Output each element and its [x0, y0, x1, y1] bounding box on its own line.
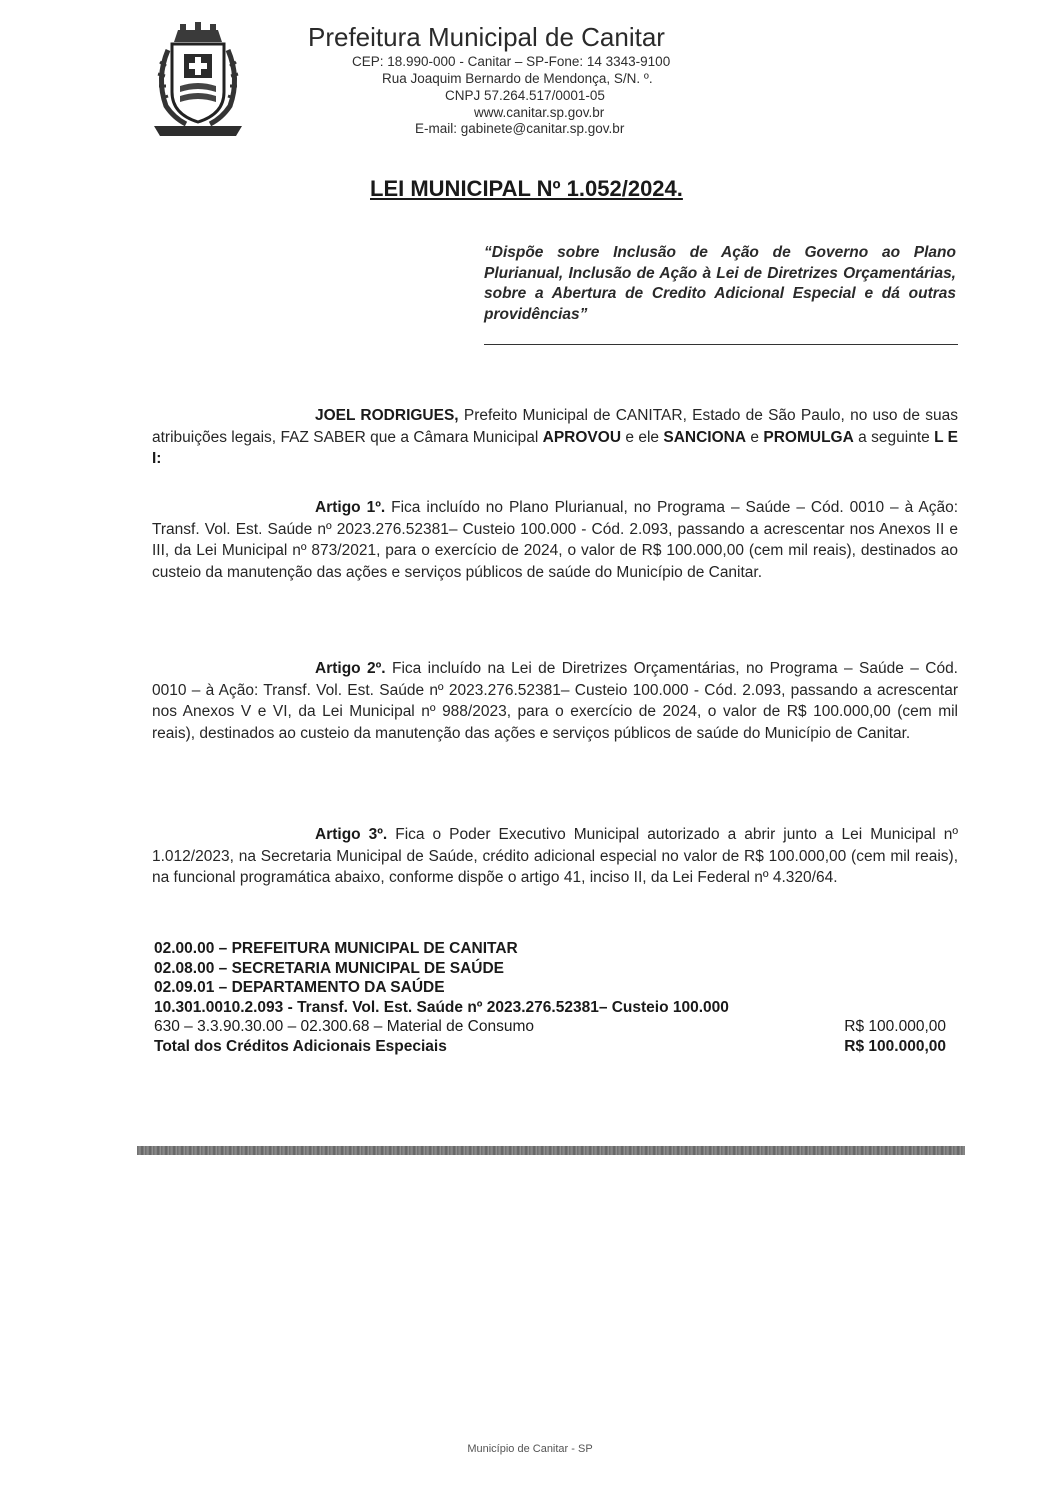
header-website: www.canitar.sp.gov.br — [474, 105, 605, 120]
article-2 — [152, 658, 958, 744]
page-footer: Município de Canitar - SP — [467, 1443, 593, 1455]
municipal-crest-icon — [150, 22, 246, 140]
article-1-label: Artigo 1º. — [315, 499, 386, 516]
intro-sanciona: SANCIONA — [663, 428, 747, 446]
article-2-label: Artigo 2º. — [315, 660, 386, 677]
law-title: LEI MUNICIPAL Nº 1.052/2024. — [370, 176, 683, 201]
budget-line-prefeitura: 02.00.00 – PREFEITURA MUNICIPAL DE CANITAR — [154, 940, 518, 957]
budget-item-value: R$ 100.000,00 — [844, 1018, 946, 1035]
article-1 — [152, 497, 958, 583]
intro-text-1: Prefeito Municipal de CANITAR, Estado de São Paulo, no uso de suas atribuições legais, FAZ SABER que a Câmara Municipal — [152, 407, 958, 446]
article-3-text: Fica o Poder Executivo Municipal autorizado a abrir junto a Lei Municipal nº 1.012/2023, na Secretaria Municipal de Saúde, crédito adicional especial no valor de R$ 100.000,00 (cem mil reais), na funcional programática abaixo, conforme dispõe o artigo 41, inciso II, da Lei Federal nº 4.320/64. — [152, 826, 958, 886]
intro-promulga: PROMULGA — [763, 428, 854, 446]
intro-aprovou: APROVOU — [542, 428, 622, 446]
header-address: Rua Joaquim Bernardo de Mendonça, S/N. º. — [382, 71, 653, 86]
budget-line-funcional: 10.301.0010.2.093 - Transf. Vol. Est. Saúde nº 2023.276.52381– Custeio 100.000 — [154, 998, 729, 1016]
intro-text-3: e — [746, 428, 764, 446]
header-email: E-mail: gabinete@canitar.sp.gov.br — [415, 121, 625, 136]
bottom-divider — [137, 1146, 965, 1155]
header-cep-phone: CEP: 18.990-000 - Canitar – SP-Fone: 14 3343-9100 — [352, 54, 671, 69]
header-cnpj: CNPJ 57.264.517/0001-05 — [445, 88, 605, 103]
intro-text-4: a seguinte — [853, 428, 935, 446]
ementa-underline — [484, 344, 958, 345]
law-ementa: “Dispõe sobre Inclusão de Ação de Governo ao Plano Plurianual, Inclusão de Ação à Lei de Diretrizes Orçamentárias, sobre a Abertura de Credito Adicional Especial e dá outras providências” — [484, 244, 956, 323]
budget-item-row — [154, 1017, 946, 1037]
budget-item-label: 630 – 3.3.90.30.00 – 02.300.68 – Material de Consumo — [154, 1018, 535, 1035]
budget-total-row — [154, 1037, 946, 1057]
budget-line-departamento: 02.09.01 – DEPARTAMENTO DA SAÚDE — [154, 979, 445, 996]
budget-line-secretaria: 02.08.00 – SECRETARIA MUNICIPAL DE SAÚDE — [154, 959, 504, 977]
article-1-text: Fica incluído no Plano Plurianual, no Programa – Saúde – Cód. 0010 – à Ação: Transf. Vol. Est. Saúde nº 2023.276.52381– Custeio 100.000 - Cód. 2.093, passando a acrescentar nos Anexos II e III, da Lei Municipal nº 873/2021, para o exercício de 2024, o valor de R$ 100.000,00 (cem mil reais), destinados ao custeio da manutenção das ações e serviços públicos de saúde do Município de Canitar. — [152, 499, 958, 581]
intro-text-2: e ele — [621, 428, 664, 446]
intro-lei: L E I: — [152, 428, 958, 467]
mayor-name: JOEL RODRIGUES, — [315, 407, 459, 424]
budget-allocation — [154, 939, 946, 1056]
article-3 — [152, 824, 958, 889]
header-title: Prefeitura Municipal de Canitar — [308, 22, 665, 52]
budget-total-value: R$ 100.000,00 — [844, 1037, 946, 1055]
budget-total-label: Total dos Créditos Adicionais Especiais — [154, 1037, 447, 1055]
article-2-text: Fica incluído na Lei de Diretrizes Orçamentárias, no Programa – Saúde – Cód. 0010 – à Ação: Transf. Vol. Est. Saúde nº 2023.276.52381– Custeio 100.000 - Cód. 2.093, passando a acrescentar nos Anexos V e VI, da Lei Municipal nº 988/2023, para o exercício de 2024, o valor de R$ 100.000,00 (cem mil reais), destinados ao custeio da manutenção das ações e serviços públicos de saúde do Município de Canitar. — [152, 660, 958, 742]
article-3-label: Artigo 3º. — [315, 826, 388, 843]
intro-paragraph — [152, 405, 958, 470]
